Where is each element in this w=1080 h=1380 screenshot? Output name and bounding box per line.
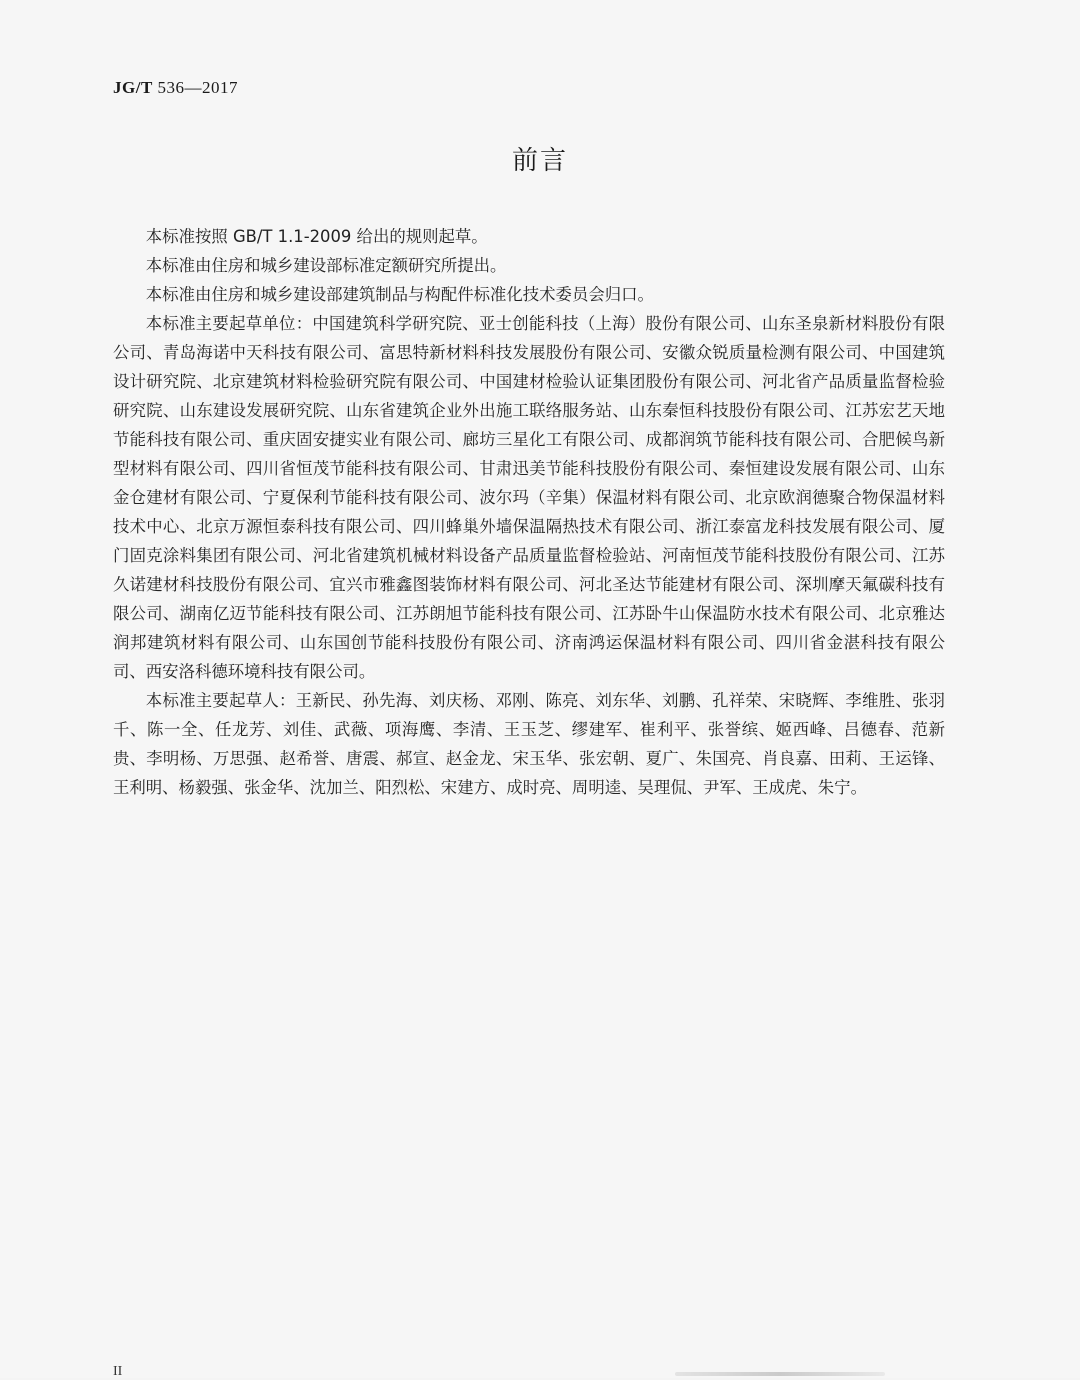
paragraph-proposed-by: 本标准由住房和城乡建设部标准定额研究所提出。 — [145, 256, 507, 275]
paragraph-drafting-rules: 本标准按照 GB/T 1.1-2009 给出的规则起草。 — [145, 227, 488, 246]
standard-code-number: 536—2017 — [157, 78, 239, 97]
page-title: 前言 — [511, 146, 568, 176]
paragraph-drafting-organizations: 本标准主要起草单位：中国建筑科学研究院、亚士创能科技（上海）股份有限公司、山东圣泉新材料股份有限公司、青岛海诺中天科技有限公司、富思特新材料科技发展股份有限公司、安徽众锐质量检测有限公司、中国建筑设计研究院、北京建筑材料检验研究院有限公司、中国建材检验认证集团股份有限公司、河北省产品质量监督检验研究院、山东建设发展研究院、山东省建筑企业外出施工联络服务站、山东秦恒科技股份有限公司、江苏宏艺天地节能科技有限公司、重庆固安捷实业有限公司、廊坊三星化工有限公司、成都润筑节能科技有限公司、合肥候鸟新型材料有限公司、四川省恒茂节能科技有限公司、甘肃迅美节能科技股份有限公司、秦恒建设发展有限公司、山东金仓建材有限公司、宁夏保利节能科技有限公司、波尔玛（辛集）保温材料有限公司、北京欧润德聚合物保温材料技术中心、北京万源恒泰科技有限公司、四川蜂巢外墙保温隔热技术有限公司、浙江泰富龙科技发展有限公司、厦门固克涂料集团有限公司、河北省建筑机械材料设备产品质量监督检验站、河南恒茂节能科技股份有限公司、江苏久诺建材科技股份有限公司、宜兴市雅鑫图装饰材料有限公司、河北圣达节能建材有限公司、深圳摩天氟碳科技有限公司、湖南亿迈节能科技有限公司、江苏朗旭节能科技有限公司、江苏卧牛山保温防水技术有限公司、北京雅达润邦建筑材料有限公司、山东国创节能科技股份有限公司、济南鸿运保温材料有限公司、四川省金湛科技有限公司、西安洛科德环境科技有限公司。 — [113, 314, 945, 681]
paragraph-drafters: 本标准主要起草人：王新民、孙先海、刘庆杨、邓刚、陈亮、刘东华、刘鹏、孔祥荣、宋晓辉、李维胜、张羽千、陈一全、任龙芳、刘佳、武薇、项海鹰、李清、王玉芝、缪建军、崔利平、张誉缤、姬西峰、吕德春、范新贵、李明杨、万思强、赵希誉、唐震、郝宣、赵金龙、宋玉华、张宏朝、夏广、朱国亮、肖良嘉、田莉、王运锋、王利明、杨毅强、张金华、沈加兰、阳烈松、宋建方、成时亮、周明逵、吴理侃、尹军、王成虎、朱宁。 — [113, 691, 945, 797]
standard-code — [113, 78, 238, 98]
paragraph-under-jurisdiction: 本标准由住房和城乡建设部建筑制品与构配件标准化技术委员会归口。 — [145, 285, 654, 304]
foreword-body — [113, 222, 945, 802]
page-number: II — [113, 1364, 123, 1379]
standard-code-prefix: JG/T — [113, 78, 153, 97]
footer-scan-mark — [675, 1372, 885, 1376]
